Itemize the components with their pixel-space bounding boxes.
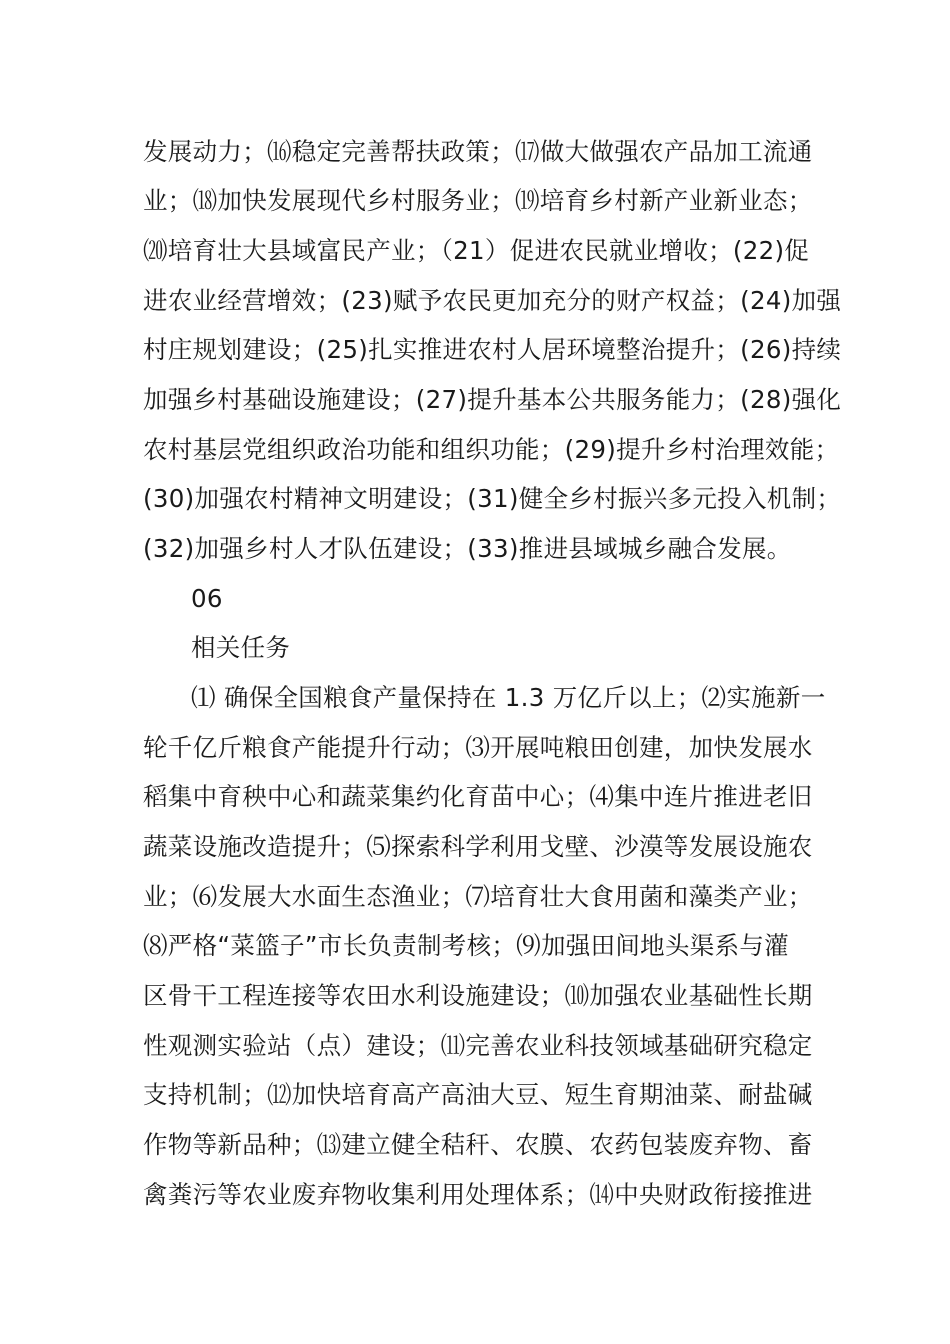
body-text-line: 禽粪污等农业废弃物收集利用处理体系；⒁中央财政衔接推进 [143, 1180, 813, 1209]
body-text-line: 农村基层党组织政治功能和组织功能；(29)提升乡村治理效能； [143, 435, 840, 464]
body-text-line: 性观测实验站（点）建设；⑾完善农业科技领域基础研究稳定 [143, 1031, 813, 1060]
body-text-line: 村庄规划建设；(25)扎实推进农村人居环境整治提升；(26)持续 [143, 335, 842, 364]
body-text-line: ⑻严格“菜篮子”市长负责制考核；⑼加强田间地头渠系与灌 [143, 931, 789, 960]
body-text-line: 发展动力；⒃稳定完善帮扶政策；⒄做大做强农产品加工流通 [143, 137, 813, 166]
body-text-line: ⑴ 确保全国粮食产量保持在 1.3 万亿斤以上；⑵实施新一 [191, 683, 826, 712]
body-text-line: 业；⑹发展大水面生态渔业；⑺培育壮大食用菌和藻类产业； [143, 882, 813, 911]
body-text-line: 加强乡村基础设施建设；(27)提升基本公共服务能力；(28)强化 [143, 385, 842, 414]
body-text-line: ⒇培育壮大县域富民产业；（21）促进农民就业增收；(22)促 [143, 236, 810, 265]
section-heading: 相关任务 [191, 633, 291, 662]
body-text-line: (30)加强农村精神文明建设；(31)健全乡村振兴多元投入机制； [143, 484, 842, 513]
body-text-line: 区骨干工程连接等农田水利设施建设；⑽加强农业基础性长期 [143, 981, 813, 1010]
body-text-line: 业；⒅加快发展现代乡村服务业；⒆培育乡村新产业新业态； [143, 186, 813, 215]
body-text-line: 作物等新品种；⒀建立健全秸秆、农膜、农药包装废弃物、畜 [143, 1130, 813, 1159]
body-text-line: 进农业经营增效；(23)赋予农民更加充分的财产权益；(24)加强 [143, 286, 842, 315]
body-text-line: 稻集中育秧中心和蔬菜集约化育苗中心；⑷集中连片推进老旧 [143, 782, 813, 811]
body-text-line: 蔬菜设施改造提升；⑸探索科学利用戈壁、沙漠等发展设施农 [143, 832, 813, 861]
body-text-line: 支持机制；⑿加快培育高产高油大豆、短生育期油菜、耐盐碱 [143, 1080, 813, 1109]
body-text-line: 轮千亿斤粮食产能提升行动；⑶开展吨粮田创建，加快发展水 [143, 733, 813, 762]
section-number: 06 [191, 584, 223, 613]
body-text-line: (32)加强乡村人才队伍建设；(33)推进县域城乡融合发展。 [143, 534, 792, 563]
